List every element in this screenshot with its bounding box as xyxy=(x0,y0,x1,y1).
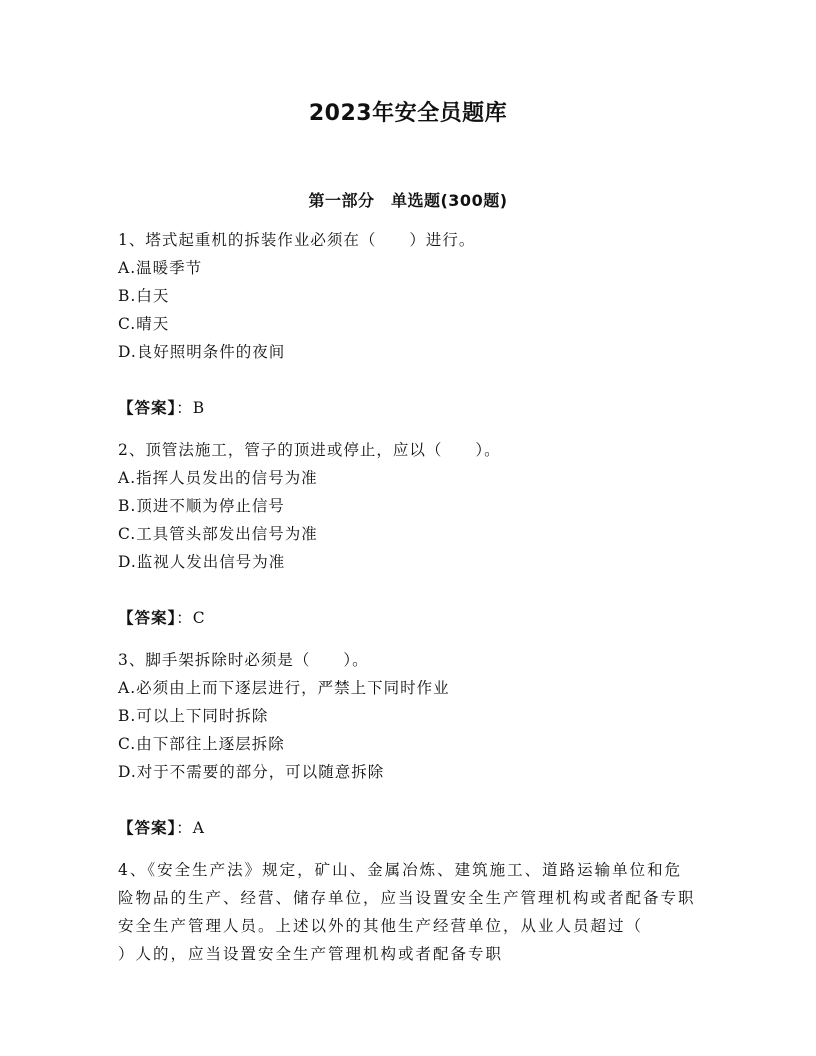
option-c: C.工具管头部发出信号为准 xyxy=(118,525,318,543)
question-stem: 2、顶管法施工，管子的顶进或停止，应以（ ）。 xyxy=(118,441,501,459)
option-b: B.白天 xyxy=(118,287,170,305)
question-block xyxy=(118,226,698,422)
answer-value: ：A xyxy=(176,819,205,837)
option-d: D.监视人发出信号为准 xyxy=(118,553,286,571)
option-c: C.晴天 xyxy=(118,315,170,333)
section-heading: 第一部分 单选题(300题) xyxy=(308,191,508,210)
answer-line xyxy=(118,604,698,632)
question-stem: 1、塔式起重机的拆装作业必须在（ ）进行。 xyxy=(118,231,476,249)
question-list xyxy=(118,226,698,968)
question-stem: 3、脚手架拆除时必须是（ ）。 xyxy=(118,651,369,669)
option-b: B.可以上下同时拆除 xyxy=(118,707,269,725)
question-block xyxy=(118,436,698,632)
option-a: A.指挥人员发出的信号为准 xyxy=(118,469,318,487)
question-stem: 4、《安全生产法》规定，矿山、金属冶炼、建筑施工、道路运输单位和危险物品的生产、经营、储存单位，应当设置安全生产管理机构或者配备专职安全生产管理人员。上述以外的其他生产经营单位，从业人员超过（ ）人的，应当设置安全生产管理机构或者配备专职 xyxy=(118,861,696,963)
answer-line xyxy=(118,814,698,842)
option-a: A.温暖季节 xyxy=(118,259,203,277)
answer-value: ：B xyxy=(176,399,206,417)
answer-line xyxy=(118,394,698,422)
option-c: C.由下部往上逐层拆除 xyxy=(118,735,285,753)
page-title: 2023年安全员题库 xyxy=(308,101,508,126)
answer-label: 【答案】 xyxy=(118,819,177,837)
answer-label: 【答案】 xyxy=(118,399,177,417)
option-a: A.必须由上而下逐层进行，严禁上下同时作业 xyxy=(118,679,450,697)
question-block xyxy=(118,856,698,968)
option-d: D.良好照明条件的夜间 xyxy=(118,343,286,361)
option-d: D.对于不需要的部分，可以随意拆除 xyxy=(118,763,385,781)
option-b: B.顶进不顺为停止信号 xyxy=(118,497,285,515)
answer-label: 【答案】 xyxy=(118,609,177,627)
answer-value: ：C xyxy=(176,609,206,627)
question-block xyxy=(118,646,698,842)
